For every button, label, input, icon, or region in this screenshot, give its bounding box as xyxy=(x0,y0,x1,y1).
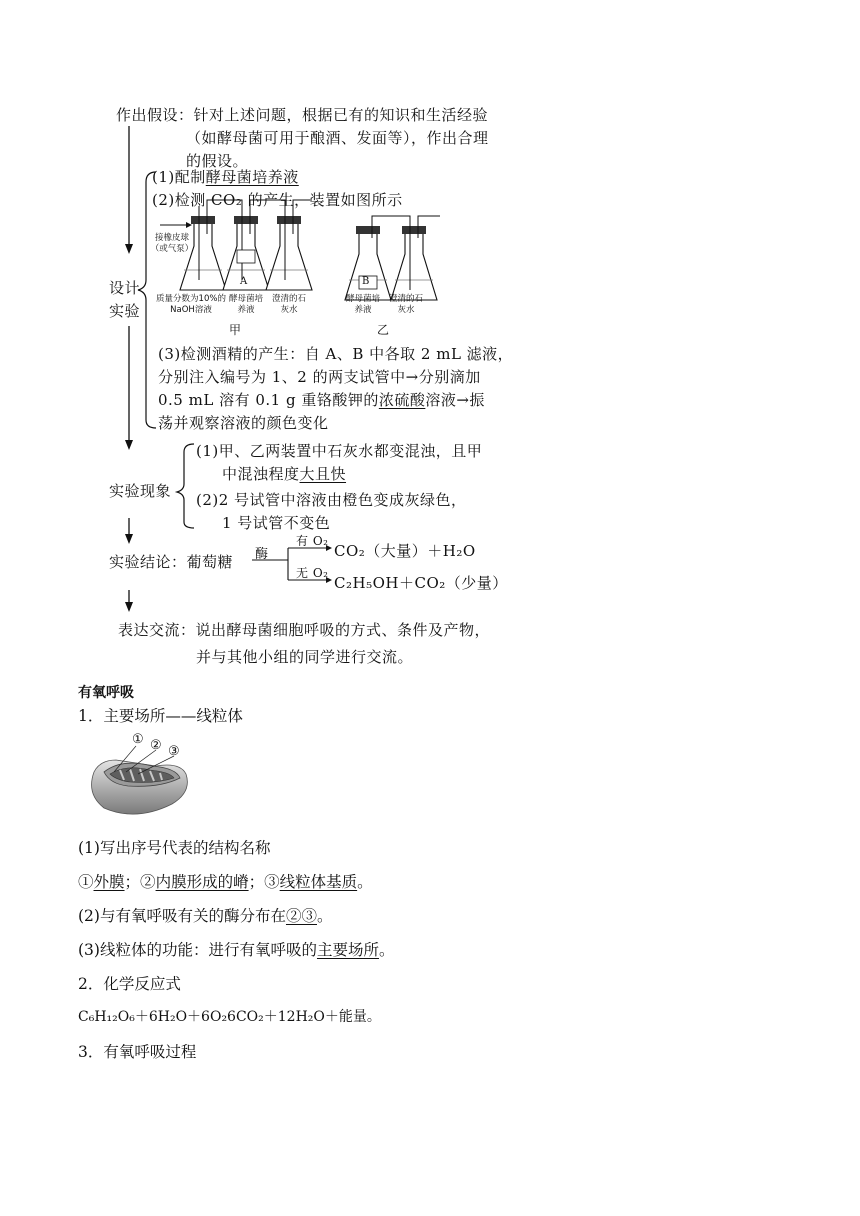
conclusion-label: 实验结论：葡萄糖 xyxy=(109,553,234,571)
phenomenon-label: 实验现象 xyxy=(109,482,172,500)
enzyme-label: 酶 xyxy=(255,547,269,562)
question-3: (3)线粒体的功能：进行有氧呼吸的主要场所。 xyxy=(78,941,395,959)
design-step-1: (1)配制酵母菌培养液 xyxy=(152,168,299,186)
hypothesis-line3: 的假设。 xyxy=(186,152,249,170)
branch2-condition: 无 O₂ xyxy=(296,566,329,580)
answer-1: ①外膜；②内膜形成的嵴；③线粒体基质。 xyxy=(78,873,373,891)
diagram-label-1: ① xyxy=(132,732,144,747)
design-step-3-line1: (3)检测酒精的产生：自 A、B 中各取 2 mL 滤液， xyxy=(158,345,514,363)
answer-cristae: 内膜形成的嵴 xyxy=(155,873,249,891)
hypothesis-line2: （如酵母菌可用于酿酒、发面等），作出合理 xyxy=(186,129,489,147)
item1-title: 1．主要场所——线粒体 xyxy=(78,707,243,725)
design-step-2: (2)检测 CO₂ 的产生，装置如图所示 xyxy=(152,191,403,209)
item2-title: 2．化学反应式 xyxy=(78,975,181,993)
step3-answer: 浓硫酸 xyxy=(378,391,426,409)
item3-title: 3．有氧呼吸过程 xyxy=(78,1043,197,1061)
design-step-3-line3: 0.5 mL 溶有 0.1 g 重铬酸钾的浓硫酸溶液→振 xyxy=(158,391,485,409)
section-heading: 有氧呼吸 xyxy=(78,685,134,701)
answer-outer-membrane: 外膜 xyxy=(93,873,125,891)
flask4-caption: 酵母菌培养液 xyxy=(345,294,380,315)
step1-answer: 酵母菌培养液 xyxy=(205,168,299,186)
flask-a-label: A xyxy=(240,276,248,287)
design-label-2: 实验 xyxy=(109,302,141,320)
design-label-1: 设计 xyxy=(109,279,141,297)
diagram-label-2: ② xyxy=(150,738,162,753)
communication-line1: 表达交流：说出酵母菌细胞呼吸的方式、条件及产物， xyxy=(118,621,491,639)
flask2-caption: 酵母菌培养液 xyxy=(228,294,263,315)
branch1-condition: 有 O₂ xyxy=(296,534,329,548)
answer-enzyme-location: ②③ xyxy=(285,907,317,925)
phenomenon-item2-line2: 1 号试管不变色 xyxy=(222,514,331,532)
phenomenon-item1-line1: (1)甲、乙两装置中石灰水都变混浊，且甲 xyxy=(196,442,483,460)
phenomenon-item1-line2: 中混浊程度大且快 xyxy=(222,465,347,483)
phenomenon-answer: 大且快 xyxy=(299,465,347,483)
design-step-3-line4: 荡并观察溶液的颜色变化 xyxy=(158,414,329,432)
answer-function: 主要场所 xyxy=(316,941,379,959)
communication-line2: 并与其他小组的同学进行交流。 xyxy=(196,648,414,666)
chemical-equation: C₆H₁₂O₆＋6H₂O＋6O₂6CO₂＋12H₂O＋能量。 xyxy=(78,1009,381,1025)
mitochondrion-diagram xyxy=(76,732,196,822)
design-step-3-line2: 分别注入编号为 1、2 的两支试管中→分别滴加 xyxy=(158,368,481,386)
setup-jia-label: 甲 xyxy=(229,323,242,337)
flask5-caption: 澄清的石灰水 xyxy=(388,294,423,315)
answer-matrix: 线粒体基质 xyxy=(279,873,358,891)
pump-label: 接橡皮球（或气泵） xyxy=(150,233,194,254)
diagram-label-3: ③ xyxy=(168,744,180,759)
phenomenon-item2-line1: (2)2 号试管中溶液由橙色变成灰绿色， xyxy=(196,491,467,509)
hypothesis-label: 作出假设： xyxy=(116,106,194,124)
question-2: (2)与有氧呼吸有关的酶分布在②③。 xyxy=(78,907,333,925)
question-1: (1)写出序号代表的结构名称 xyxy=(78,839,271,857)
flask-b-label: B xyxy=(362,276,370,287)
branch1-product: CO₂（大量）＋H₂O xyxy=(334,542,476,560)
flask3-caption: 澄清的石灰水 xyxy=(271,294,306,315)
setup-yi-label: 乙 xyxy=(377,323,390,337)
branch2-product: C₂H₅OH＋CO₂（少量） xyxy=(334,574,508,592)
flask1-caption: 质量分数为10%的NaOH溶液 xyxy=(156,294,226,315)
hypothesis-text-1: 针对上述问题，根据已有的知识和生活经验 xyxy=(193,106,489,124)
